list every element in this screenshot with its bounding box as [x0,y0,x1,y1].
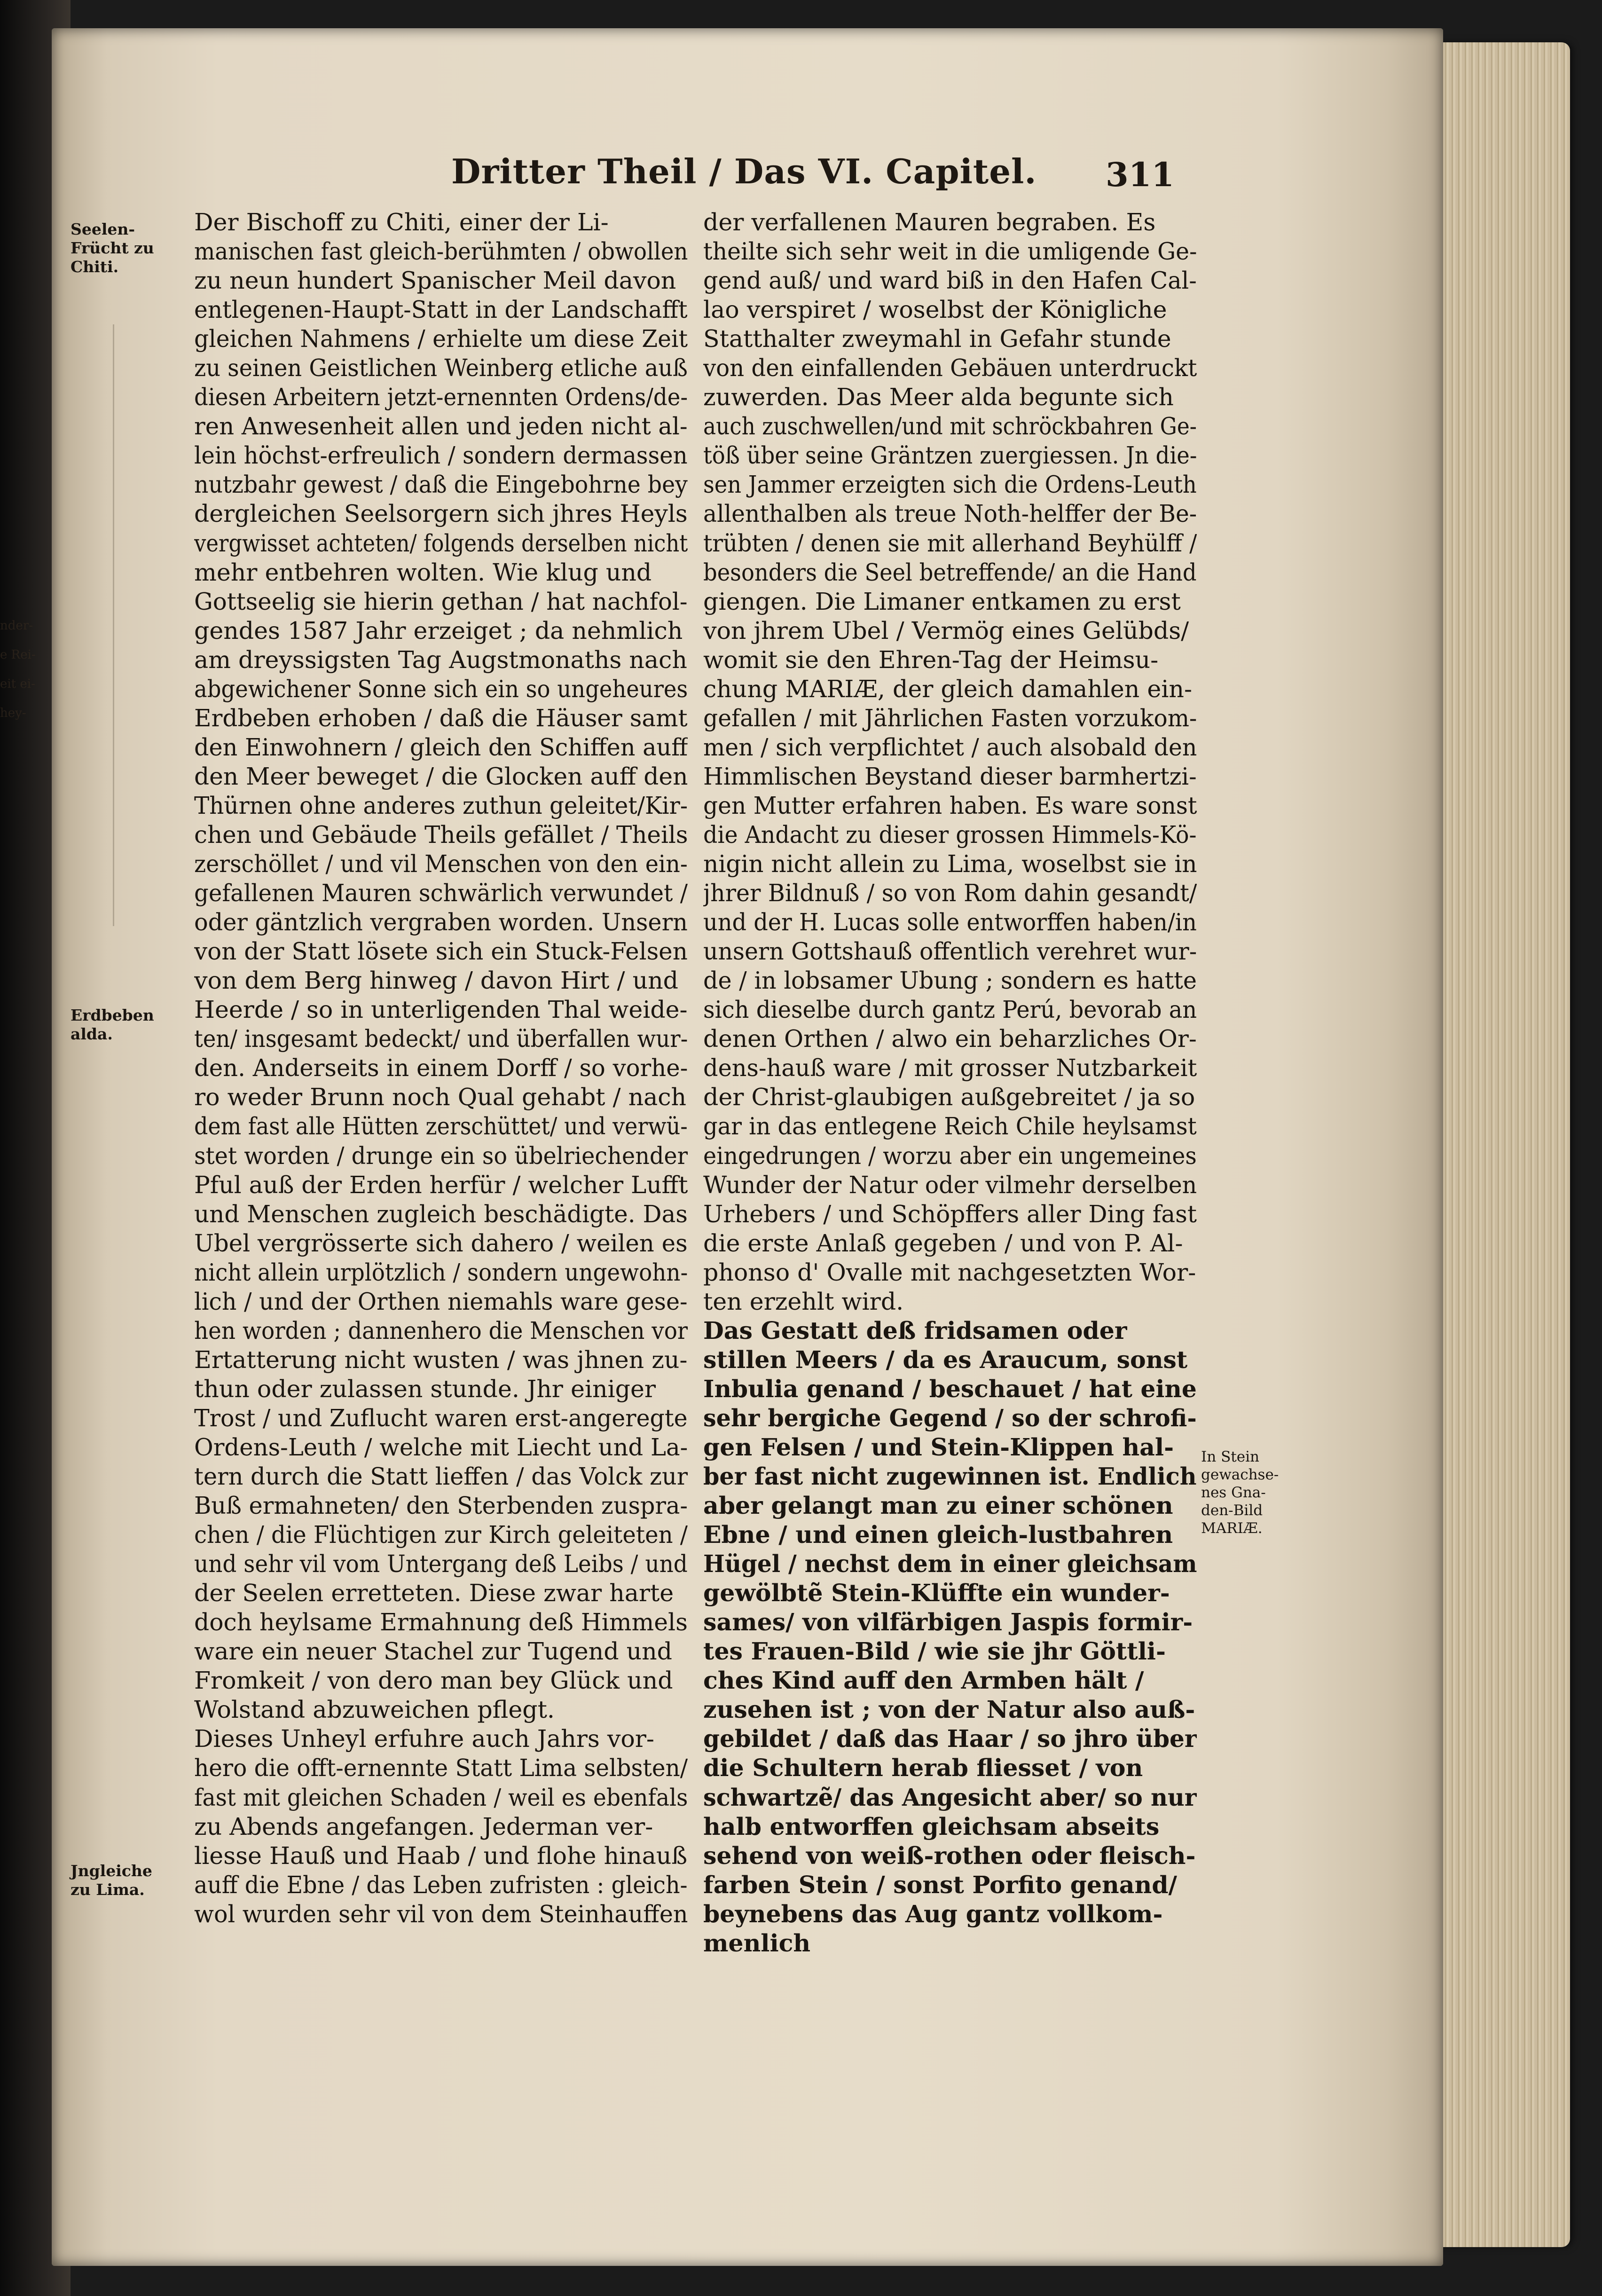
previous-page-fragment: e Rei- [0,648,36,662]
text-line: zuwerden. Das Meer alda begunte sich [703,383,1174,411]
text-line: tern durch die Statt lieffen / das Volck zur [194,1463,688,1491]
text-line: Statthalter zweymahl in Gefahr stunde [703,325,1171,353]
text-line: Wunder der Natur oder vilmehr derselben [703,1171,1197,1199]
text-line: sames/ von vilfärbigen Jaspis formir- [703,1608,1193,1636]
text-line: hero die offt-ernennte Statt Lima selbsten/ [194,1754,688,1782]
text-line: fast mit gleichen Schaden / weil es ebenfals [194,1783,688,1811]
text-line: von dem Berg hinweg / davon Hirt / und [194,967,678,995]
text-line: schwartzẽ/ das Angesicht aber/ so nur [703,1783,1197,1811]
text-line: men / sich verpflichtet / auch alsobald den [703,733,1197,761]
text-line: theilte sich sehr weit in die umligende Ge- [703,237,1197,266]
text-line: ten/ insgesamt bedeckt/ und überfallen wur- [194,1025,688,1053]
text-line: nicht allein urplötzlich / sondern ungewohn- [194,1258,688,1286]
text-line: zerschöllet / und vil Menschen von den ein- [194,850,688,878]
text-line: Ebne / und einen gleich-lustbahren [703,1521,1173,1549]
text-line: hen worden ; dannenhero die Menschen vor [194,1316,688,1345]
text-line: lich / und der Orthen niemahls ware gese- [194,1287,688,1315]
text-line: gefallenen Mauren schwärlich verwundet / [194,879,688,907]
text-line: Trost / und Zuflucht waren erst-angeregte [194,1404,688,1432]
margin-note-line: den-Bild [1201,1502,1263,1519]
margin-note-ingleich [71,1862,152,1899]
previous-page-fragment: eit ei- [0,677,35,691]
margin-note-line: Seelen- [71,220,135,238]
text-column-left [194,208,688,1929]
running-head: Dritter Theil / Das VI. Capitel. [451,151,1037,191]
text-line: oder gäntzlich vergraben worden. Unsern [194,908,688,936]
text-line: dens-hauß ware / mit grosser Nutzbarkeit [703,1054,1197,1082]
text-line: dem fast alle Hütten zerschüttet/ und verwü- [194,1112,688,1140]
text-line: eingedrungen / worzu aber ein ungemeines [703,1141,1197,1170]
text-line: jhrer Bildnuß / so von Rom dahin gesandt/ [703,879,1197,907]
margin-note-line: zu Lima. [71,1880,145,1899]
text-line: der verfallenen Mauren begraben. Es [703,208,1156,236]
previous-page-fragment: nder- [0,619,33,633]
text-line: Heerde / so in unterligenden Thal weide- [194,996,688,1024]
text-line: den Einwohnern / gleich den Schiffen auff [194,733,688,761]
text-line: gar in das entlegene Reich Chile heylsamst [703,1112,1197,1140]
text-line: Das Gestatt deß fridsamen oder [703,1316,1127,1345]
text-line: Hügel / nechst dem in einer gleichsam [703,1550,1197,1578]
text-line: Inbulia genand / beschauet / hat eine [703,1375,1197,1403]
margin-note-erdbeben [71,1006,154,1044]
text-line: Urhebers / und Schöpffers aller Ding fast [703,1200,1197,1228]
text-line: Gottseelig sie hierin gethan / hat nachfol- [194,587,688,615]
margin-note-line: Jngleiche [71,1862,152,1880]
text-line: auch zuschwellen/und mit schröckbahren Ge- [703,412,1197,440]
text-line: auff die Ebne / das Leben zufristen : gleich- [194,1871,688,1899]
text-line: ber fast nicht zugewinnen ist. Endlich [703,1463,1197,1491]
text-line: die Schultern herab fliesset / von [703,1754,1143,1782]
text-line: gebildet / daß das Haar / so jhro über [703,1725,1197,1753]
text-line: am dreyssigsten Tag Augstmonaths nach [194,645,687,674]
text-line: gen Felsen / und Stein-Klippen hal- [703,1433,1174,1461]
margin-note-line: gewachse- [1201,1466,1279,1483]
text-line: stet worden / drunge ein so übelriechender [194,1141,688,1170]
text-line: liesse Hauß und Haab / und flohe hinauß [194,1841,688,1870]
text-line: sehend von weiß-rothen oder fleisch- [703,1841,1196,1870]
text-line: ren Anwesenheit allen und jeden nicht al- [194,412,688,440]
text-line: gendes 1587 Jahr erzeiget ; da nehmlich [194,616,683,645]
text-line: gleichen Nahmens / erhielte um diese Zeit [194,325,688,353]
text-line: Ubel vergrösserte sich dahero / weilen es [194,1229,688,1257]
text-line: lao verspiret / woselbst der Königliche [703,296,1167,324]
text-line: Ertatterung nicht wusten / was jhnen zu- [194,1345,688,1374]
text-line: unsern Gottshauß offentlich verehret wur- [703,937,1197,966]
text-line: der Seelen erretteten. Diese zwar harte [194,1579,674,1607]
text-line: sehr bergiche Gegend / so der schrofi- [703,1404,1197,1432]
text-line: phonso d' Ovalle mit nachgesetzten Wor- [703,1258,1196,1286]
text-line: der Christ-glaubigen außgebreitet / ja so [703,1083,1195,1111]
margin-note-line: Chiti. [71,258,119,276]
text-line: gewölbtẽ Stein-Klüffte ein wunder- [703,1579,1170,1607]
text-line: Erdbeben erhoben / daß die Häuser samt [194,704,688,732]
text-line: Thürnen ohne anderes zuthun geleitet/Kir- [194,791,688,819]
text-line: wol wurden sehr vil von dem Steinhauffen [194,1900,688,1928]
text-line: chen / die Flüchtigen zur Kirch geleiteten / [194,1521,688,1549]
margin-note-seelen [71,220,154,276]
text-line: beynebens das Aug gantz vollkom- [703,1900,1163,1928]
text-line: stillen Meers / da es Araucum, sonst [703,1345,1188,1374]
text-line: die Andacht zu dieser grossen Himmels-Kö- [703,820,1197,849]
margin-note-stein [1201,1448,1279,1537]
text-line: giengen. Die Limaner entkamen zu erst [703,587,1181,615]
text-line: diesen Arbeitern jetzt-ernennten Ordens/de- [194,383,688,411]
text-line: menlich [703,1929,811,1957]
text-line: von jhrem Ubel / Vermög eines Gelübds/ [703,616,1189,645]
page-number: 311 [1106,155,1175,194]
text-line: und sehr vil vom Untergang deß Leibs / und [194,1550,688,1578]
text-line: und der H. Lucas solle entworffen haben/in [703,908,1197,936]
margin-note-line: nes Gna- [1201,1484,1266,1501]
text-line: Der Bischoff zu Chiti, einer der Li- [194,208,609,236]
text-line: Ordens-Leuth / welche mit Liecht und La- [194,1433,688,1461]
text-line: entlegenen-Haupt-Statt in der Landschafft [194,296,688,324]
text-line: vergwisset achteten/ folgends derselben nicht [194,529,688,557]
text-line: gefallen / mit Jährlichen Fasten vorzukom- [703,704,1197,732]
text-line: allenthalben als treue Noth-helffer der Be- [703,500,1197,528]
margin-note-line: alda. [71,1025,113,1043]
text-line: farben Stein / sonst Porfito genand/ [703,1871,1177,1899]
text-line: Dieses Unheyl erfuhre auch Jahrs vor- [194,1725,654,1753]
margin-note-line: Erdbeben [71,1006,154,1024]
text-line: mehr entbehren wolten. Wie klug und [194,558,652,586]
text-line: aber gelangt man zu einer schönen [703,1492,1173,1520]
text-line: gend auß/ und ward biß in den Hafen Cal- [703,267,1197,295]
text-line: abgewichener Sonne sich ein so ungeheures [194,675,688,703]
text-line: Wolstand abzuweichen pflegt. [194,1696,555,1724]
text-line: Fromkeit / von dero man bey Glück und [194,1667,673,1695]
page-fore-edge [1429,42,1570,2247]
text-line: zu neun hundert Spanischer Meil davon [194,267,676,295]
margin-note-line: In Stein [1201,1448,1259,1465]
text-line: ro weder Brunn noch Qual gehabt / nach [194,1083,687,1111]
text-line: manischen fast gleich-berühmten / obwollen [194,237,688,266]
text-line: ches Kind auff den Armben hält / [703,1667,1144,1695]
text-line: Himmlischen Beystand dieser barmhertzi- [703,762,1197,790]
text-line: besonders die Seel betreffende/ an die Hand [703,558,1197,586]
text-line: chung MARIÆ, der gleich damahlen ein- [703,675,1193,703]
text-line: denen Orthen / alwo ein beharzliches Or- [703,1025,1197,1053]
text-line: Pful auß der Erden herfür / welcher Lufft [194,1171,688,1199]
text-line: sich dieselbe durch gantz Perú, bevorab an [703,996,1197,1024]
text-line: halb entworffen gleichsam abseits [703,1812,1160,1840]
text-line: töß über seine Gräntzen zuergiessen. Jn die- [703,441,1197,470]
margin-note-line: Frücht zu [71,239,154,257]
text-column-right [703,208,1197,1958]
text-line: de / in lobsamer Ubung ; sondern es hatte [703,967,1197,995]
text-line: ten erzehlt wird. [703,1287,904,1315]
text-line: und Menschen zugleich beschädigte. Das [194,1200,688,1228]
text-line: trübten / denen sie mit allerhand Beyhülff / [703,529,1197,557]
text-line: zu seinen Geistlichen Weinberg etliche auß [194,354,688,382]
text-line: von den einfallenden Gebäuen unterdruckt [703,354,1197,382]
text-line: womit sie den Ehren-Tag der Heimsu- [703,645,1159,674]
text-line: Buß ermahneten/ den Sterbenden zuspra- [194,1492,688,1520]
text-line: nigin nicht allein zu Lima, woselbst sie in [703,850,1197,878]
margin-note-line: MARIÆ. [1201,1520,1263,1537]
text-line: den Meer beweget / die Glocken auff den [194,762,688,790]
text-line: lein höchst-erfreulich / sondern dermassen [194,441,688,470]
text-line: die erste Anlaß gegeben / und von P. Al- [703,1229,1183,1257]
text-line: sen Jammer erzeigten sich die Ordens-Leuth [703,471,1197,499]
text-line: tes Frauen-Bild / wie sie jhr Göttli- [703,1637,1166,1666]
text-line: nutzbahr gewest / daß die Eingebohrne bey [194,471,688,499]
text-line: zu Abends angefangen. Jederman ver- [194,1812,653,1840]
text-line: thun oder zulassen stunde. Jhr einiger [194,1375,656,1403]
text-line: chen und Gebäude Theils gefället / Theils [194,820,688,849]
text-line: doch heylsame Ermahnung deß Himmels [194,1608,688,1636]
text-line: zusehen ist ; von der Natur also auß- [703,1696,1195,1724]
previous-page-edge [0,611,56,809]
text-line: von der Statt lösete sich ein Stuck-Felsen [194,937,688,966]
text-line: ware ein neuer Stachel zur Tugend und [194,1637,672,1666]
previous-page-fragment: hey- [0,706,26,720]
margin-rule [113,324,114,926]
text-line: den. Anderseits in einem Dorff / so vorhe- [194,1054,688,1082]
text-line: dergleichen Seelsorgern sich jhres Heyls [194,500,688,528]
text-line: gen Mutter erfahren haben. Es ware sonst [703,791,1197,819]
